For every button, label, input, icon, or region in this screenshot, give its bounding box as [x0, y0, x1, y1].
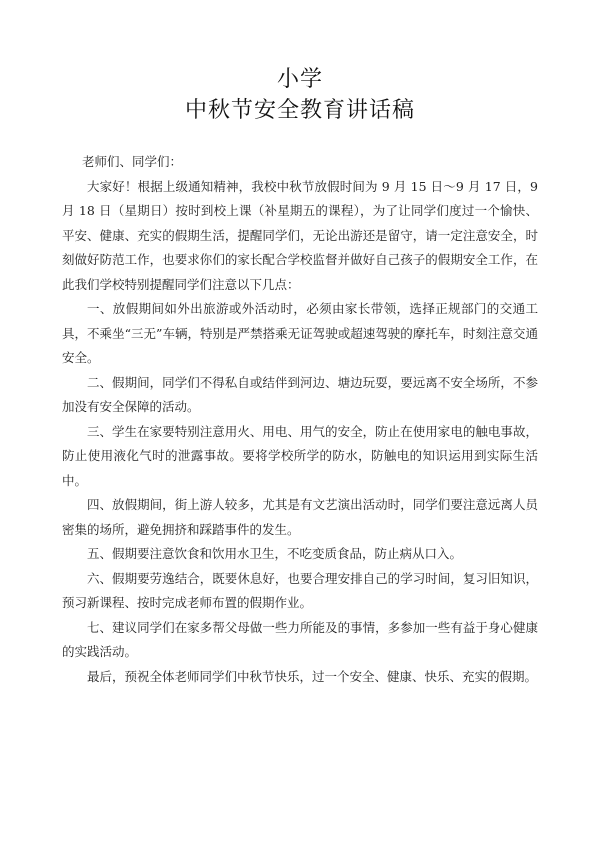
title-main: 中秋节安全教育讲话稿	[184, 98, 415, 123]
paragraph-closing: 最后，预祝全体老师同学们中秋节快乐，过一个安全、健康、快乐、充实的假期。	[87, 668, 538, 684]
paragraph-point-5: 五、假期要注意饮食和饮用水卫生，不吃变质食品，防止病从口入。	[87, 546, 463, 561]
paragraph-point-2: 二、假期间，同学们不得私自或结伴到河边、塘边玩耍，要远离不安全场所，不参加没有安全保障的活动。	[62, 374, 538, 414]
title-block	[0, 66, 600, 126]
salutation: 老师们、同学们：	[82, 154, 183, 169]
paragraph-point-4: 四、放假期间，街上游人较多，尤其是有文艺演出活动时，同学们要注意远离人员密集的场所，避免拥挤和踩踏事件的发生。	[62, 497, 538, 537]
paragraph-point-6: 六、假期要劳逸结合，既要休息好，也要合理安排自己的学习时间，复习旧知识，预习新课程、按时完成老师布置的假期作业。	[62, 570, 538, 610]
paragraph-point-3: 三、学生在家要特别注意用火、用电、用气的安全，防止在使用家电的触电事故，防止使用液化气时的泄露事故。要将学校所学的防水，防触电的知识运用到实际生活中。	[62, 423, 538, 488]
speech-body	[62, 150, 538, 689]
paragraph-point-1: 一、放假期间如外出旅游或外活动时，必须由家长带领，选择正规部门的交通工具，不乘坐“三无”车辆，特别是严禁搭乘无证驾驶或超速驾驶的摩托车，时刻注意交通安全。	[62, 301, 538, 365]
paragraph-point-7: 七、建议同学们在家多帮父母做一些力所能及的事情，多参加一些有益于身心健康的实践活动。	[62, 619, 538, 659]
paragraph-greeting: 大家好！根据上级通知精神，我校中秋节放假时间为 9 月 15 日～9 月 17 日，9 月 18 日（星期日）按时到校上课（补星期五的课程），为了让同学们度过一个愉快、平安、健康、充实的假期生活，提醒同学们，无论出游还是留守，请一定注意安全，时刻做好防范工作，也要求你们的家长配合学校监督并做好自己孩子的假期安全工作，在此我们学校特别提醒同学们注意以下几点：	[62, 178, 538, 292]
title-school: 小学	[276, 67, 323, 92]
